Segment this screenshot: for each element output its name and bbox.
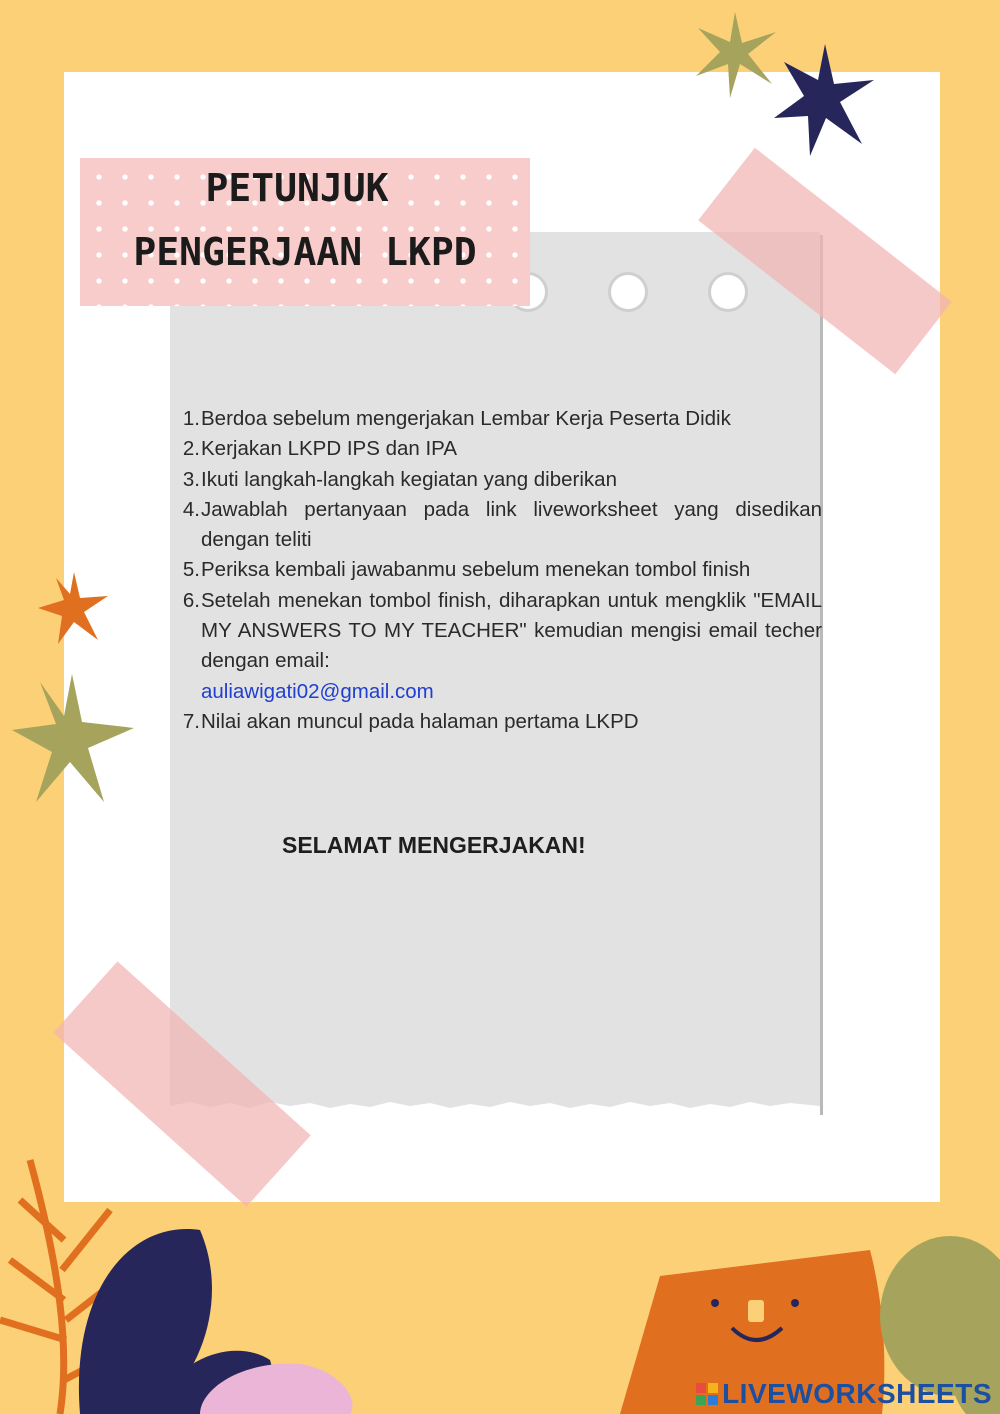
item-number: 3. [182,467,200,491]
item-number: 7. [182,709,200,733]
item-number: 6. [182,588,200,612]
list-item [178,495,822,556]
list-item [178,434,822,464]
title-banner [80,158,530,306]
liveworksheets-logo[interactable] [696,1376,992,1412]
list-item [178,404,822,434]
plant-decoration-left [0,1150,420,1414]
binder-hole [708,272,748,312]
item-text: Berdoa sebelum mengerjakan Lembar Kerja Peserta Didik [201,407,731,430]
list-item [178,555,822,585]
instruction-list [178,404,822,737]
item-text: Nilai akan muncul pada halaman pertama LKPD [201,709,639,733]
star-orange-icon [36,570,110,646]
item-number: 5. [182,558,200,582]
item-text: Ikuti langkah-langkah kegiatan yang diberikan [201,467,617,491]
list-item [178,586,822,707]
brand-name: LIVEWORKSHEETS [722,1378,992,1409]
closing-message: SELAMAT MENGERJAKAN! [282,832,586,858]
star-olive-icon [690,10,780,100]
list-item [178,707,822,737]
email-link[interactable]: auliawigati02@gmail.com [201,679,434,703]
item-text-body: Setelah menekan tombol finish, diharapkan untuk mengklik "EMAIL MY ANSWERS TO MY TEACHER" kemudian mengisi email techer dengan email: [201,588,822,673]
item-number: 4. [182,497,200,521]
star-olive-large-icon [10,672,138,806]
star-navy-icon [770,40,880,160]
list-item [178,465,822,495]
item-text: Jawablah pertanyaan pada link liveworksheet yang disedikan dengan teliti [201,497,822,552]
title-line-2: PENGERJAAN LKPD [133,230,477,274]
item-number: 2. [182,437,200,461]
binder-hole [608,272,648,312]
item-text: Periksa kembali jawabanmu sebelum menekan tombol finish [201,558,751,582]
item-number: 1. [182,407,200,430]
live-logo-icon [696,1383,718,1405]
item-text [200,586,822,707]
title-line-1: PETUNJUK [205,166,389,210]
item-text: Kerjakan LKPD IPS dan IPA [201,437,458,461]
